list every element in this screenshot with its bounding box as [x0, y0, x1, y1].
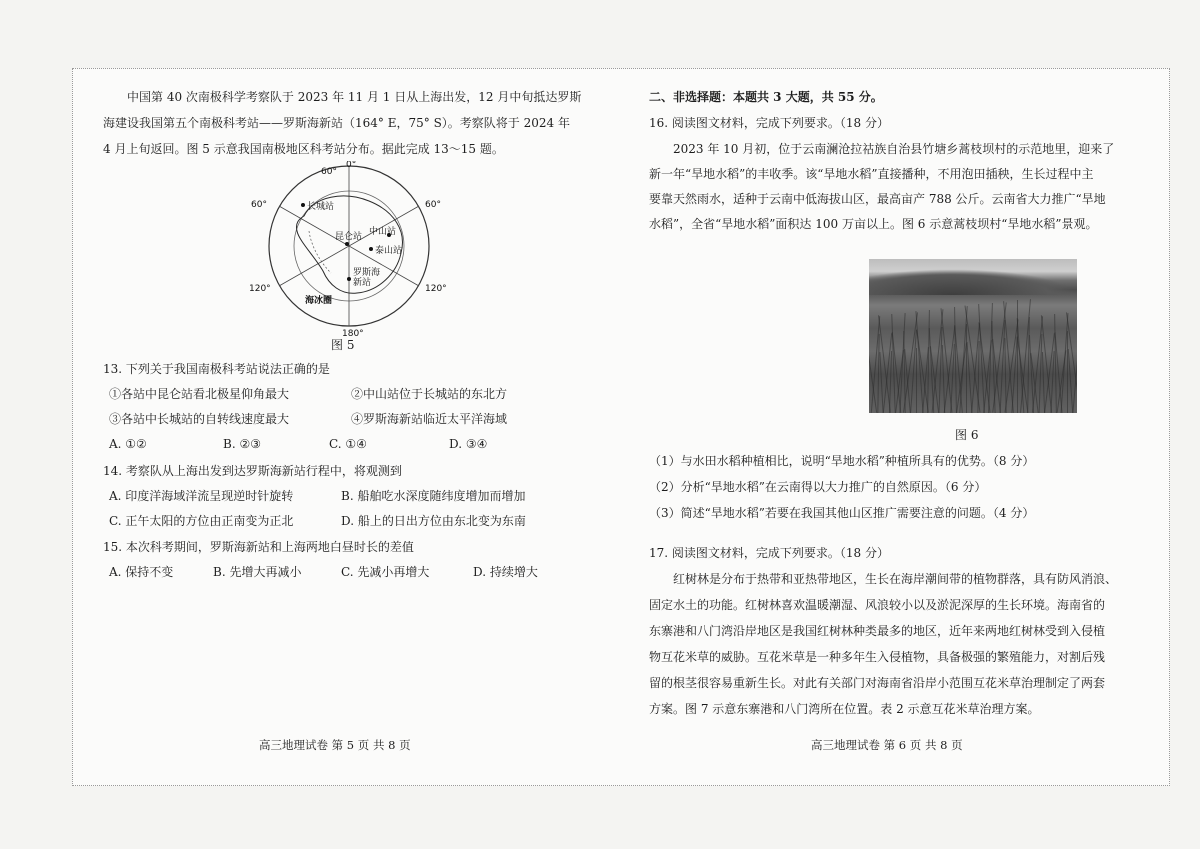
q17-para-line-6: 方案。图 7 示意东寨港和八门湾所在位置。表 2 示意互花米草治理方案。 [649, 702, 1040, 716]
page-6-footer: 高三地理试卷 第 6 页 共 8 页 [811, 738, 963, 752]
kunlun-dot [345, 242, 349, 246]
intro-line-2: 海建设我国第五个南极科考站——罗斯海新站（164° E，75° S）。考察队将于 2024 年 [103, 116, 570, 130]
q16-req-3: （3）简述“旱地水稻”若要在我国其他山区推广需要注意的问题。（4 分） [649, 506, 1035, 520]
q15-option-b: B. 先增大再减小 [213, 565, 302, 579]
rice-blade [966, 324, 967, 413]
q13-option-d: D. ③④ [449, 437, 488, 451]
label-kunlun: 昆仑站 [335, 232, 363, 242]
changcheng-dot [301, 203, 305, 207]
page-5 [73, 69, 633, 785]
q16-para-line-2: 新一年“旱地水稻”的丰收季。该“旱地水稻”直接播种，不用泡田插秧，生长过程中主 [649, 167, 1094, 181]
label-changcheng: 长城站 [307, 202, 335, 212]
label-zhongshan: 中山站 [369, 227, 397, 237]
q17-para-line-1: 红树林是分布于热带和亚热带地区，生长在海岸潮间带的植物群落，具有防风消浪、 [673, 572, 1118, 586]
label-rossnew-2: 新站 [353, 278, 372, 288]
q16-para-line-3: 要靠天然雨水，适种于云南中低海拔山区，最高亩产 788 公斤。云南省大力推广“旱地 [649, 192, 1106, 206]
q13-statement-4: ④罗斯海新站临近太平洋海域 [351, 412, 508, 426]
q14-option-b: B. 船舶吃水深度随纬度增加而增加 [341, 489, 526, 503]
rice-blade [877, 334, 879, 413]
q15-option-a: A. 保持不变 [109, 565, 174, 579]
q13-option-b: B. ②③ [223, 437, 261, 451]
lon-label-120w: 120° [249, 284, 271, 294]
q17-para-line-5: 留的根茎很容易重新生长。对此有关部门对海南省沿岸小范围互花米草治理制定了两套 [649, 676, 1106, 690]
page-6 [633, 69, 1169, 785]
q14-stem: 14. 考察队从上海出发到达罗斯海新站行程中，将观测到 [103, 464, 402, 478]
rice-blade [916, 348, 917, 413]
dryland-rice-photo [869, 259, 1077, 413]
q17-para-line-2: 固定水土的功能。红树林喜欢温暖潮湿、风浪较小以及淤泥深厚的生长环境。海南省的 [649, 598, 1106, 612]
label-sea: 海冰圈 [305, 296, 333, 306]
q17-stem: 17. 阅读图文材料，完成下列要求。（18 分） [649, 546, 889, 560]
q15-stem: 15. 本次科考期间，罗斯海新站和上海两地白昼时长的差值 [103, 540, 414, 554]
q17-para-line-4: 物互花米草的威胁。互花米草是一种多年生入侵植物，具备极强的繁殖能力，对割后残 [649, 650, 1106, 664]
rice-blade [1017, 300, 1018, 413]
q13-statement-2: ②中山站位于长城站的东北方 [351, 387, 508, 401]
q13-statement-1: ①各站中昆仑站看北极星仰角最大 [109, 387, 290, 401]
q13-statement-3: ③各站中长城站的自转线速度最大 [109, 412, 290, 426]
lon-label-60e: 60° [425, 200, 441, 210]
q13-option-a: A. ①② [109, 437, 147, 451]
q16-para-line-4: 水稻”，全省“旱地水稻”面积达 100 万亩以上。图 6 示意蒿枝坝村“旱地水稻”景观。 [649, 217, 1098, 231]
page-5-footer: 高三地理试卷 第 5 页 共 8 页 [259, 738, 411, 752]
lon-label-0: 0° [346, 161, 357, 170]
q13-option-c: C. ①④ [329, 437, 367, 451]
q14-option-d: D. 船上的日出方位由东北变为东南 [341, 514, 526, 528]
intro-line-1: 中国第 40 次南极科学考察队于 2023 年 11 月 1 日从上海出发，12 月中旬抵达罗斯 [127, 90, 582, 104]
label-rossnew-1: 罗斯海 [353, 268, 381, 278]
exam-sheet [72, 68, 1170, 786]
rice-blade [954, 307, 957, 413]
section-heading: 二、非选择题：本题共 3 大题，共 55 分。 [649, 90, 883, 104]
q15-option-d: D. 持续增大 [473, 565, 538, 579]
figure-6-caption: 图 6 [955, 428, 979, 442]
rossnew-dot [347, 277, 351, 281]
rice-blade [1067, 331, 1068, 413]
lon-label-120e: 120° [425, 284, 447, 294]
figure-5-caption: 图 5 [331, 338, 355, 352]
label-taishan: 泰山站 [375, 246, 403, 256]
antarctic-map-svg [249, 161, 449, 336]
q16-req-2: （2）分析“旱地水稻”在云南得以大力推广的自然原因。（6 分） [649, 480, 987, 494]
lon-label-60w: 60° [321, 167, 337, 177]
q17-para-line-3: 东寨港和八门湾沿岸地区是我国红树林种类最多的地区，近年来两地红树林受到入侵植 [649, 624, 1106, 638]
lon-label-60w-outer: 60° [251, 200, 267, 210]
q14-option-c: C. 正午太阳的方位由正南变为正北 [109, 514, 294, 528]
antarctic-station-map [249, 161, 449, 336]
intro-line-3: 4 月上旬返回。图 5 示意我国南极地区科考站分布。据此完成 13～15 题。 [103, 142, 504, 156]
q16-para-line-1: 2023 年 10 月初，位于云南澜沧拉祜族自治县竹塘乡蒿枝坝村的示范地里，迎来了 [673, 142, 1115, 156]
q16-req-1: （1）与水田水稻种植相比，说明“旱地水稻”种植所具有的优势。（8 分） [649, 454, 1035, 468]
q13-stem: 13. 下列关于我国南极科考站说法正确的是 [103, 362, 330, 376]
lon-label-180: 180° [342, 329, 364, 336]
q15-option-c: C. 先减小再增大 [341, 565, 430, 579]
q16-stem: 16. 阅读图文材料，完成下列要求。（18 分） [649, 116, 889, 130]
rice-blade [927, 310, 930, 413]
taishan-dot [369, 247, 373, 251]
q14-option-a: A. 印度洋海域洋流呈现逆时针旋转 [109, 489, 294, 503]
